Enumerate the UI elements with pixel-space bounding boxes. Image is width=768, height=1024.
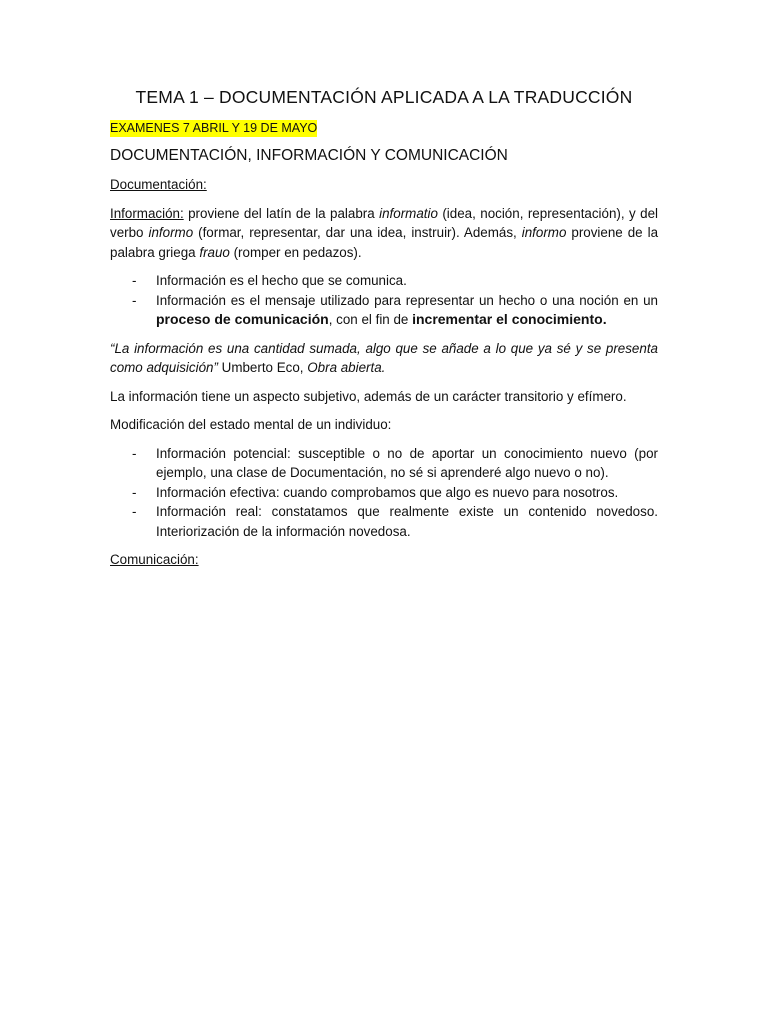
info-italic-informatio: informatio	[379, 205, 438, 221]
list-item-text: Información potencial: susceptible o no de aportar un conocimiento nuevo (por ejemplo, una clase de Documentación, no sé si aprenderé algo nuevo o no).	[156, 445, 658, 480]
info-text-5: (romper en pedazos).	[229, 244, 362, 260]
list-item-text-c: , con el fin de	[328, 312, 413, 327]
info-text-4: proviene de la palabra griega	[110, 225, 659, 260]
comunicacion-heading-paragraph	[110, 550, 658, 570]
exam-dates-line	[110, 119, 658, 146]
documentacion-heading-paragraph	[110, 175, 658, 195]
list-item-text: Información efectiva: cuando comprobamos que algo es nuevo para nosotros.	[156, 484, 619, 500]
bold-incrementar-conocimiento: incrementar el conocimiento.	[412, 311, 607, 327]
quote-work: Obra abierta.	[307, 360, 386, 375]
dash-marker: -	[132, 484, 137, 500]
information-types-list	[110, 444, 658, 542]
mental-state-paragraph: Modificación del estado mental de un individuo:	[110, 417, 392, 432]
dash-marker: -	[132, 292, 137, 308]
info-italic-informo-1: informo	[148, 225, 194, 240]
dash-marker: -	[132, 445, 137, 461]
quote-author: Umberto Eco,	[217, 360, 308, 375]
quote-paragraph	[110, 339, 658, 378]
info-italic-frauo: frauo	[199, 244, 230, 260]
list-item	[110, 271, 658, 291]
list-item-text: Información es el hecho que se comunica.	[156, 273, 407, 288]
list-item	[110, 291, 658, 330]
info-italic-informo-2: informo	[521, 225, 567, 240]
dash-marker: -	[132, 273, 137, 288]
document-title: TEMA 1 – DOCUMENTACIÓN APLICADA A LA TRADUCCIÓN	[135, 87, 633, 107]
list-item	[110, 444, 658, 483]
documentacion-heading: Documentación:	[110, 177, 207, 192]
list-item	[110, 483, 658, 503]
info-text-3: (formar, representar, dar una idea, instruir). Además,	[193, 225, 522, 240]
info-text-1: proviene del latín de la palabra	[183, 205, 380, 221]
dash-marker: -	[132, 504, 137, 519]
information-definitions-list	[110, 271, 658, 330]
bold-proceso-comunicacion: proceso de comunicación	[156, 311, 329, 327]
informacion-heading: Información:	[110, 205, 184, 221]
comunicacion-heading: Comunicación:	[110, 552, 199, 567]
quote-text: “La información es una cantidad sumada, algo que se añade a lo que ya sé y se presenta como adquisición”	[110, 340, 658, 375]
list-item	[110, 502, 658, 541]
exam-dates-highlight: EXAMENES 7 ABRIL Y 19 DE MAYO	[110, 121, 318, 135]
list-item-text: Información real: constatamos que realmente existe un contenido novedoso. Interiorización de la información novedosa.	[156, 504, 658, 539]
subjective-paragraph: La información tiene un aspecto subjetivo, además de un carácter transitorio y efímero.	[110, 388, 627, 404]
section-subtitle: DOCUMENTACIÓN, INFORMACIÓN Y COMUNICACIÓN	[110, 147, 508, 164]
info-text-2: (idea, noción, representación), y del verbo	[110, 205, 658, 240]
list-item-text-a: Información es el mensaje utilizado para representar un hecho o una noción en un	[156, 292, 658, 308]
informacion-paragraph	[110, 204, 658, 263]
